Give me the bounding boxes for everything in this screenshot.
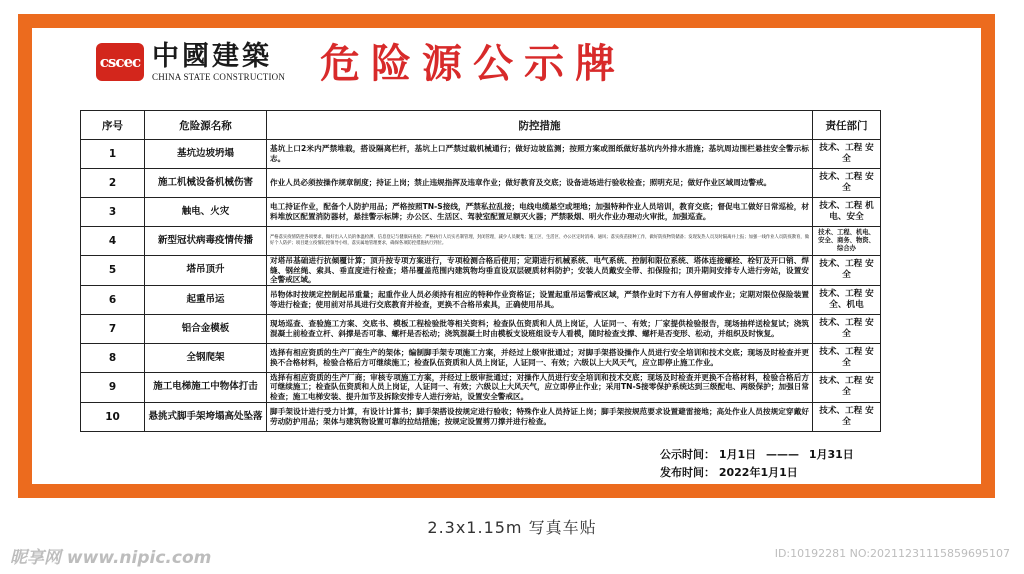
row-no: 8 xyxy=(81,343,145,372)
table-row xyxy=(81,198,881,227)
row-dept: 技术、工程 安全 xyxy=(813,372,881,402)
print-size-caption: 2.3x1.15m 写真车贴 xyxy=(427,518,597,537)
company-logo xyxy=(96,42,285,82)
row-measures: 严格落实疫情防控各项要求，做好出入人员的体温检测、信息登记与健康码查验；严格执行人员实名制管理，封闭管理，减少人员聚集；施工区、生活区、办公区定时消毒、通风；落实疫苗接种工作，做好防疫物资储备；发现发热人员及时隔离并上报；加强一线作业人员防疫教育，做好个人防护；项目建立疫情防控领导小组，落实属地管理要求，确保各项防控措施执行到位。 xyxy=(267,227,813,256)
hazard-table xyxy=(80,110,881,432)
table-header-row xyxy=(81,111,881,140)
row-no: 1 xyxy=(81,140,145,169)
header-measures: 防控措施 xyxy=(267,111,813,140)
row-dept: 技术、工程 安全、机电 xyxy=(813,285,881,314)
row-hazard-name: 铝合金模板 xyxy=(145,314,267,343)
table-row xyxy=(81,285,881,314)
row-dept: 技术、工程 安全 xyxy=(813,314,881,343)
table-row xyxy=(81,402,881,431)
logo-name-cn: 中國建築 xyxy=(152,41,272,72)
row-measures: 对塔吊基础进行抗倾覆计算；顶升按专项方案进行，专项检测合格后使用；定期进行机械系统、电气系统、控制和限位系统、塔体连接螺栓、栓钉及开口销、焊缝、钢丝绳、索具、垂直度进行检查；塔吊覆盖范围内建筑物均垂直设双层硬质材料防护；安装人员戴安全带、扣保险扣；顶升期间安排专人进行旁站，设置安全警戒区域。 xyxy=(267,256,813,286)
table-row xyxy=(81,140,881,169)
public-period-end: 1月31日 xyxy=(808,448,854,461)
header-name: 危险源名称 xyxy=(145,111,267,140)
table-row xyxy=(81,314,881,343)
row-measures: 选择有相应资质的生产厂商；审核专项施工方案，并经过上级审批通过；对操作人员进行安全培训和技术交底；现场及时检查并更换不合格材料，检验合格后方可继续施工；检查队伍资质和人员上岗证，人证同一、有效；六级以上大风天气，应立即停止作业；采用TN-S接零保护系统达到三级配电、两级保护；加强日常检查；施工电梯安装、提升加节及拆除安排专人进行旁站，设置安全警戒区。 xyxy=(267,372,813,402)
table-row xyxy=(81,169,881,198)
row-measures: 吊物体时按规定控制起吊重量；起重作业人员必须持有相应的特种作业资格证；设置起重吊运警戒区域，严禁作业时下方有人停留或作业；定期对限位保险装置等进行检查；使用前对吊具进行交底教育并检查，更换不合格吊索具，正确使用吊具。 xyxy=(267,285,813,314)
row-hazard-name: 施工机械设备机械伤害 xyxy=(145,169,267,198)
logo-text xyxy=(152,42,285,82)
row-no: 3 xyxy=(81,198,145,227)
row-measures: 脚手架设计进行受力计算，有设计计算书；脚手架搭设按规定进行验收；特殊作业人员持证上岗；脚手架按规范要求设置避雷接地；高处作业人员按规定穿戴好劳动防护用品；架体与建筑物设置可靠的拉结措施；按规定设置剪刀撑并进行检查。 xyxy=(267,402,813,431)
row-no: 6 xyxy=(81,285,145,314)
row-no: 7 xyxy=(81,314,145,343)
row-hazard-name: 全钢爬架 xyxy=(145,343,267,372)
row-dept: 技术、工程 机电、安全 xyxy=(813,198,881,227)
row-hazard-name: 悬挑式脚手架垮塌高处坠落 xyxy=(145,402,267,431)
logo-name-en: CHINA STATE CONSTRUCTION xyxy=(152,72,286,82)
public-period-separator: ——— xyxy=(766,448,799,461)
row-no: 5 xyxy=(81,256,145,286)
row-dept: 技术、工程 安全 xyxy=(813,256,881,286)
table-row xyxy=(81,256,881,286)
row-dept: 技术、工程、机电、安全、商务、物资、综合办 xyxy=(813,227,881,256)
watermark-id: ID:10192281 NO:20211231115859695107 xyxy=(774,547,1010,560)
row-hazard-name: 塔吊顶升 xyxy=(145,256,267,286)
table-row xyxy=(81,343,881,372)
table-row xyxy=(81,227,881,256)
row-hazard-name: 施工电梯施工中物体打击 xyxy=(145,372,267,402)
public-period-start: 1月1日 xyxy=(718,448,757,461)
row-dept: 技术、工程 安全 xyxy=(813,140,881,169)
row-no: 2 xyxy=(81,169,145,198)
row-hazard-name: 新型冠状病毒疫情传播 xyxy=(145,227,267,256)
row-dept: 技术、工程 安全 xyxy=(813,402,881,431)
table-row xyxy=(81,372,881,402)
row-no: 10 xyxy=(81,402,145,431)
row-no: 4 xyxy=(81,227,145,256)
header-dept: 责任部门 xyxy=(813,111,881,140)
row-dept: 技术、工程 安全 xyxy=(813,343,881,372)
logo-mark-icon: cscec xyxy=(96,43,144,81)
row-hazard-name: 起重吊运 xyxy=(145,285,267,314)
release-date-label: 发布时间： xyxy=(660,466,715,479)
page-title: 危险源公示牌 xyxy=(320,41,626,87)
row-hazard-name: 基坑边坡坍塌 xyxy=(145,140,267,169)
row-measures: 选择有相应资质的生产厂商生产的架体；编制脚手架专项施工方案，并经过上级审批通过；对脚手架搭设操作人员进行安全培训和技术交底；现场及时检查并更换不合格材料，检验合格后方可继续施工；检查队伍资质和人员上岗证，人证同一、有效；六级以上大风天气，应立即停止施工作业。 xyxy=(267,343,813,372)
public-period xyxy=(660,446,900,464)
watermark-logo: 昵享网 www.nipic.com xyxy=(10,548,212,568)
row-measures: 电工持证作业，配备个人防护用品；严格按照TN-S接线，严禁私拉乱接；电线电缆悬空或埋地；加强特种作业人员培训，教育交底；督促电工做好日常巡检，材料堆放区配置消防器材，悬挂警示标牌；办公区、生活区、驾驶室配置足额灭火器；严禁吸烟、明火作业办理动火审批，加强巡查。 xyxy=(267,198,813,227)
row-measures: 现场巡查、查验施工方案、交底书、模板工程检验批等相关资料；检查队伍资质和人员上岗证，人证同一、有效；厂家提供检验报告，现场抽样送检复试；浇筑混凝土前检查立杆、斜撑是否可靠、螺杆是否松动；浇筑混凝土时由模板支设班组设专人看模，随时检查支撑、螺杆是否变形、松动，并组织及时恢复。 xyxy=(267,314,813,343)
public-period-label: 公示时间： xyxy=(660,448,715,461)
release-date: 2022年1月1日 xyxy=(718,466,798,479)
header-no: 序号 xyxy=(81,111,145,140)
row-dept: 技术、工程 安全 xyxy=(813,169,881,198)
publication-info xyxy=(660,446,900,482)
row-measures: 基坑上口2米内严禁堆载，搭设隔离栏杆，基坑上口严禁过载机械通行；做好边坡监测；按照方案或图纸做好基坑内外排水措施；基坑周边围栏悬挂安全警示标志。 xyxy=(267,140,813,169)
release-date-line xyxy=(660,464,900,482)
row-measures: 作业人员必须按操作规章制度；持证上岗；禁止违规指挥及违章作业；做好教育及交底；设备进场进行验收检查；照明充足；做好作业区域周边警戒。 xyxy=(267,169,813,198)
row-no: 9 xyxy=(81,372,145,402)
row-hazard-name: 触电、火灾 xyxy=(145,198,267,227)
